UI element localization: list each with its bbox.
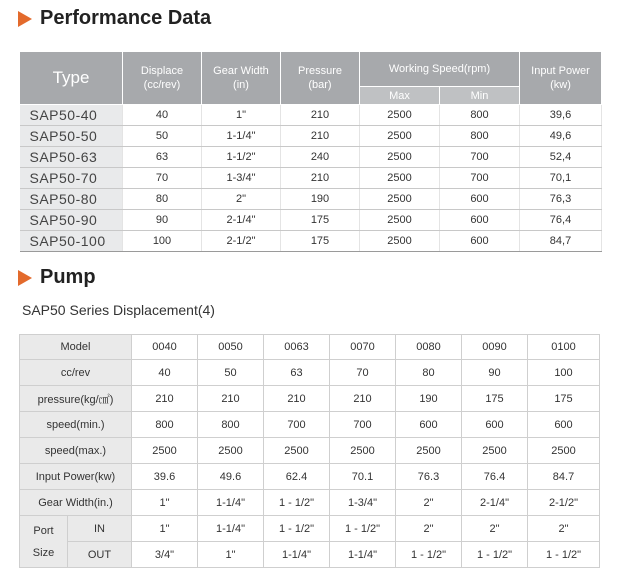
pressure-header: Pressure (bar) — [281, 52, 360, 105]
max-cell: 2500 — [360, 189, 440, 210]
triangle-bullet-icon — [18, 11, 32, 27]
pressure-label: pressure(kg/㎠) — [20, 386, 132, 412]
table-row — [20, 147, 602, 168]
pressure-cell: 210 — [264, 386, 330, 412]
model-cell: SAP50-50 — [20, 126, 123, 147]
input-power-cell: 49.6 — [198, 464, 264, 490]
port-in-cell: 1 - 1/2" — [330, 516, 396, 542]
min-cell: 800 — [440, 105, 520, 126]
port-out-cell: 1 - 1/2" — [528, 542, 600, 568]
speed-min-cell: 600 — [528, 412, 600, 438]
working-speed-header: Working Speed(rpm) — [360, 52, 520, 87]
displace-cell: 63 — [123, 147, 202, 168]
pressure-cell: 210 — [281, 105, 360, 126]
pressure-cell: 175 — [281, 231, 360, 252]
performance-section-title — [18, 7, 211, 30]
power-cell: 76,4 — [520, 210, 602, 231]
max-cell: 2500 — [360, 168, 440, 189]
input-power-cell: 70.1 — [330, 464, 396, 490]
speed-min-label: speed(min.) — [20, 412, 132, 438]
port-out-cell: 1 - 1/2" — [462, 542, 528, 568]
port-in-cell: 1-1/4" — [198, 516, 264, 542]
speed-max-cell: 2500 — [132, 438, 198, 464]
max-header: Max — [360, 87, 440, 105]
min-cell: 600 — [440, 231, 520, 252]
input-power-cell: 76.3 — [396, 464, 462, 490]
pressure-cell: 210 — [198, 386, 264, 412]
port-out-label: OUT — [68, 542, 132, 568]
cc-cell: 40 — [132, 360, 198, 386]
input-power-header: Input Power (kw) — [520, 52, 602, 105]
displace-cell: 70 — [123, 168, 202, 189]
port-in-cell: 2" — [462, 516, 528, 542]
pressure-cell: 175 — [528, 386, 600, 412]
gear_width-cell: 2-1/2" — [202, 231, 281, 252]
size-label: Size — [32, 546, 55, 559]
speed-max-cell: 2500 — [462, 438, 528, 464]
model-cell: SAP50-100 — [20, 231, 123, 252]
pump-section-title — [18, 266, 96, 289]
speed-min-cell: 700 — [330, 412, 396, 438]
model-cell: 0040 — [132, 335, 198, 360]
speed-min-cell: 600 — [462, 412, 528, 438]
gear_width-cell: 1" — [202, 105, 281, 126]
max-cell: 2500 — [360, 126, 440, 147]
input-power-cell: 39.6 — [132, 464, 198, 490]
speed-min-row — [20, 412, 600, 438]
type-header: Type — [20, 52, 123, 105]
port-in-row — [20, 516, 600, 542]
gear-width-cell: 1 - 1/2" — [264, 490, 330, 516]
min-cell: 600 — [440, 210, 520, 231]
gear-width-header: Gear Width (in) — [202, 52, 281, 105]
port-in-label: IN — [68, 516, 132, 542]
gear_width-cell: 1-1/4" — [202, 126, 281, 147]
table-row — [20, 105, 602, 126]
speed-min-cell: 800 — [132, 412, 198, 438]
min-header: Min — [440, 87, 520, 105]
port-label: Port — [33, 524, 54, 537]
speed-min-cell: 700 — [264, 412, 330, 438]
cc-cell: 63 — [264, 360, 330, 386]
port-in-cell: 1" — [132, 516, 198, 542]
table-row — [20, 231, 602, 252]
model-cell: 0050 — [198, 335, 264, 360]
displace-cell: 100 — [123, 231, 202, 252]
performance-title: Performance Data — [40, 7, 212, 29]
displace-cell: 50 — [123, 126, 202, 147]
min-cell: 700 — [440, 147, 520, 168]
pressure-cell: 175 — [281, 210, 360, 231]
max-cell: 2500 — [360, 231, 440, 252]
power-cell: 49,6 — [520, 126, 602, 147]
table-row — [20, 126, 602, 147]
displace-cell: 40 — [123, 105, 202, 126]
port-out-cell: 1-1/4" — [330, 542, 396, 568]
model-cell: SAP50-40 — [20, 105, 123, 126]
table-row — [20, 210, 602, 231]
model-cell: SAP50-90 — [20, 210, 123, 231]
gear_width-cell: 2-1/4" — [202, 210, 281, 231]
pressure-cell: 240 — [281, 147, 360, 168]
model-cell: 0090 — [462, 335, 528, 360]
speed-max-cell: 2500 — [330, 438, 396, 464]
pressure-cell: 210 — [132, 386, 198, 412]
input-power-cell: 76.4 — [462, 464, 528, 490]
cc-cell: 90 — [462, 360, 528, 386]
speed-min-cell: 800 — [198, 412, 264, 438]
speed-max-cell: 2500 — [264, 438, 330, 464]
cc-cell: 80 — [396, 360, 462, 386]
min-cell: 800 — [440, 126, 520, 147]
gear-width-cell: 2" — [396, 490, 462, 516]
speed-max-cell: 2500 — [198, 438, 264, 464]
pressure-cell: 210 — [281, 126, 360, 147]
power-cell: 52,4 — [520, 147, 602, 168]
displace-cell: 90 — [123, 210, 202, 231]
series-subtitle: SAP50 Series Displacement(4) — [22, 302, 215, 318]
model-cell: SAP50-63 — [20, 147, 123, 168]
power-cell: 70,1 — [520, 168, 602, 189]
cc-cell: 70 — [330, 360, 396, 386]
min-cell: 600 — [440, 189, 520, 210]
input-power-row — [20, 464, 600, 490]
pressure-cell: 190 — [396, 386, 462, 412]
speed-max-cell: 2500 — [528, 438, 600, 464]
max-cell: 2500 — [360, 210, 440, 231]
gear-width-cell: 2-1/2" — [528, 490, 600, 516]
speed-max-row — [20, 438, 600, 464]
gear-width-cell: 1-1/4" — [198, 490, 264, 516]
model-cell: 0063 — [264, 335, 330, 360]
port-out-cell: 3/4" — [132, 542, 198, 568]
gear-width-cell: 1" — [132, 490, 198, 516]
max-cell: 2500 — [360, 105, 440, 126]
max-cell: 2500 — [360, 147, 440, 168]
model-cell: 0100 — [528, 335, 600, 360]
pressure-cell: 210 — [281, 168, 360, 189]
displace-header: Displace (cc/rev) — [123, 52, 202, 105]
port-out-row — [20, 542, 600, 568]
gear_width-cell: 1-1/2" — [202, 147, 281, 168]
port-size-label — [20, 516, 68, 568]
gear_width-cell: 2" — [202, 189, 281, 210]
gear_width-cell: 1-3/4" — [202, 168, 281, 189]
pump-title: Pump — [40, 266, 96, 288]
model-row — [20, 335, 600, 360]
pressure-cell: 190 — [281, 189, 360, 210]
port-in-cell: 1 - 1/2" — [264, 516, 330, 542]
cc-cell: 100 — [528, 360, 600, 386]
port-out-cell: 1-1/4" — [264, 542, 330, 568]
port-in-cell: 2" — [528, 516, 600, 542]
min-cell: 700 — [440, 168, 520, 189]
model-cell: SAP50-80 — [20, 189, 123, 210]
performance-table — [19, 51, 602, 252]
speed-max-label: speed(max.) — [20, 438, 132, 464]
pressure-cell: 175 — [462, 386, 528, 412]
displace-cell: 80 — [123, 189, 202, 210]
port-out-cell: 1 - 1/2" — [396, 542, 462, 568]
speed-max-cell: 2500 — [396, 438, 462, 464]
input-power-cell: 84.7 — [528, 464, 600, 490]
power-cell: 39,6 — [520, 105, 602, 126]
cc-cell: 50 — [198, 360, 264, 386]
model-cell: 0070 — [330, 335, 396, 360]
model-cell: 0080 — [396, 335, 462, 360]
model-label: Model — [20, 335, 132, 360]
power-cell: 84,7 — [520, 231, 602, 252]
cc-label: cc/rev — [20, 360, 132, 386]
table-row — [20, 189, 602, 210]
port-out-cell: 1" — [198, 542, 264, 568]
gear-width-cell: 1-3/4" — [330, 490, 396, 516]
gear-width-row — [20, 490, 600, 516]
pressure-row — [20, 386, 600, 412]
input-power-label: Input Power(kw) — [20, 464, 132, 490]
input-power-cell: 62.4 — [264, 464, 330, 490]
gear-width-cell: 2-1/4" — [462, 490, 528, 516]
table-row — [20, 168, 602, 189]
cc-row — [20, 360, 600, 386]
model-cell: SAP50-70 — [20, 168, 123, 189]
triangle-bullet-icon — [18, 270, 32, 286]
pump-spec-table — [19, 334, 600, 568]
port-in-cell: 2" — [396, 516, 462, 542]
power-cell: 76,3 — [520, 189, 602, 210]
speed-min-cell: 600 — [396, 412, 462, 438]
pressure-cell: 210 — [330, 386, 396, 412]
gear-width-label: Gear Width(in.) — [20, 490, 132, 516]
